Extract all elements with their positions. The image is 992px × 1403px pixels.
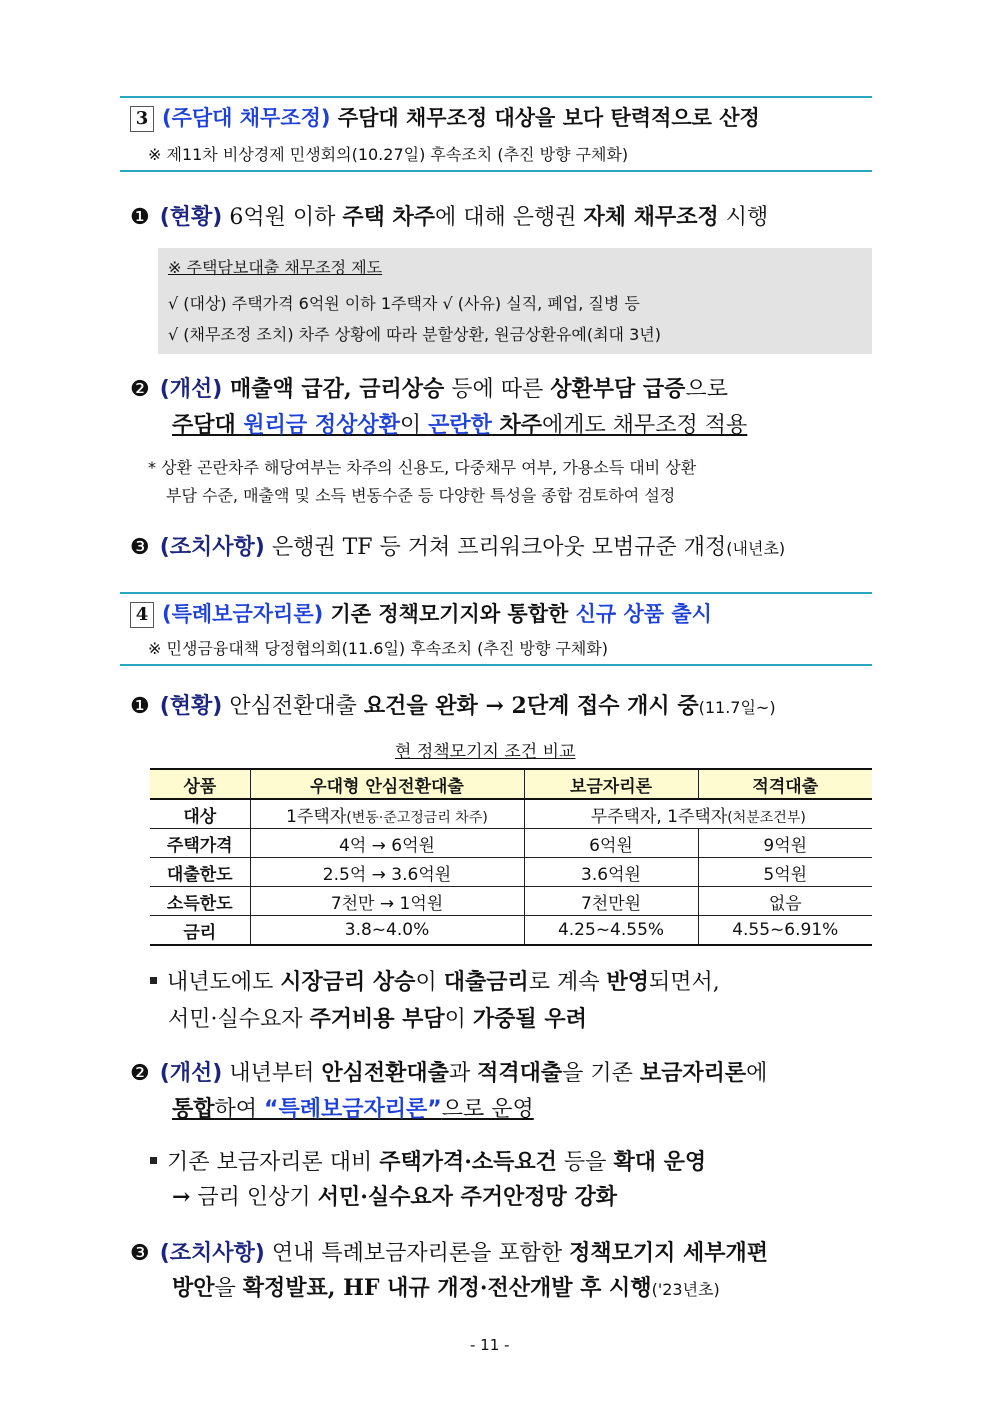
table-cell: 6억원 [524,829,698,858]
section-3-title: 3 (주담대 채무조정) 주담대 채무조정 대상을 보다 탄력적으로 산정 [130,102,760,132]
section-4-note: ※ 민생금융대책 당정협의회(11.6일) 후속조치 (추진 방향 구체화) [148,639,609,658]
table-cell: 7천만 → 1억원 [250,887,524,916]
section-4-title: 4 (특례보금자리론) 기존 정책모기지와 통합한 신규 상품 출시 [130,598,712,628]
table-caption: 현 정책모기지 조건 비교 [395,742,576,762]
table-cell: 1주택자(변동·준고정금리 차주) [250,799,524,829]
mortgage-comparison-table [150,768,872,946]
s3-bullet-2: ❷ (개선) 매출액 급감, 금리상승 등에 따른 상환부담 급증으로 [130,376,728,402]
table-row [150,829,872,858]
s4-sub-bullet-2-line2: → 금리 인상기 서민·실수요자 주거안정망 강화 [172,1184,617,1210]
info-box-line: √ (대상) 주택가격 6억원 이하 1주택자 √ (사유) 실직, 폐업, 질병 등 [168,294,640,313]
table-cell: 없음 [698,887,872,916]
s4-sub-bullet-2: 기존 보금자리론 대비 주택가격·소득요건 등을 확대 운영 [150,1145,706,1176]
table-header: 적격대출 [698,769,872,799]
table-header: 보금자리론 [524,769,698,799]
table-row [150,916,872,946]
page-number: - 11 - [470,1336,510,1354]
info-box-title: ※ 주택담보대출 채무조정 제도 [168,258,383,277]
s4-sub-bullet-1-line2: 서민·실수요자 주거비용 부담이 가중될 우려 [168,1006,587,1032]
section-3-note: ※ 제11차 비상경제 민생회의(10.27일) 후속조치 (추진 방향 구체화) [148,145,629,164]
s4-bullet-2: ❷ (개선) 내년부터 안심전환대출과 적격대출을 기존 보금자리론에 [130,1060,768,1086]
bullet-number-icon: ❶ [130,205,150,230]
square-bullet-icon [150,977,157,984]
s3-bullet-3: ❸ (조치사항) 은행권 TF 등 거쳐 프리워크아웃 모범규준 개정(내년초) [130,535,786,560]
bullet-number-icon: ❷ [130,1061,150,1086]
s4-sub-bullet-1: 내년도에도 시장금리 상승이 대출금리로 계속 반영되면서, [150,965,720,996]
square-bullet-icon [150,1157,157,1164]
table-cell: 4.25~4.55% [524,916,698,946]
table-cell: 2.5억 → 3.6억원 [250,858,524,887]
table-header: 상품 [150,769,250,799]
s4-bullet-1: ❶ (현황) 안심전환대출 요건을 완화 → 2단계 접수 개시 중(11.7일~) [130,693,776,719]
table-row [150,858,872,887]
arrow-icon: → [172,1184,191,1210]
bullet-number-icon: ❸ [130,535,150,560]
s4-bullet-2-line2: 통합하여 “특례보금자리론”으로 운영 [172,1096,534,1122]
s3-bullet-2-line2: 주담대 원리금 정상상환이 곤란한 차주에게도 채무조정 적용 [172,412,748,438]
section-4-header [120,592,872,666]
info-box-line: √ (채무조정 조치) 차주 상황에 따라 분할상환, 원금상환유예(최대 3년) [168,325,661,344]
table-cell: 4.55~6.91% [698,916,872,946]
row-label: 주택가격 [150,829,250,858]
s3-bullet-1: ❶ (현황) 6억원 이하 주택 차주에 대해 은행권 자체 채무조정 시행 [130,204,769,230]
table-cell: 9억원 [698,829,872,858]
table-cell: 무주택자, 1주택자(처분조건부) [524,799,872,829]
section-number-box: 3 [130,106,154,132]
row-label: 대상 [150,799,250,829]
table-cell: 5억원 [698,858,872,887]
mortgage-adjustment-info-box [158,248,872,354]
section-number-box: 4 [130,602,154,628]
section-3-header [120,96,872,172]
s3-footnote: * 상환 곤란차주 해당여부는 차주의 신용도, 다중채무 여부, 가용소득 대비 상환 [148,458,697,477]
table-cell: 3.8~4.0% [250,916,524,946]
table-cell: 3.6억원 [524,858,698,887]
table-cell: 7천만원 [524,887,698,916]
s3-footnote-line2: 부담 수준, 매출액 및 소득 변동수준 등 다양한 특성을 종합 검토하여 설정 [166,486,676,505]
table-cell: 4억 → 6억원 [250,829,524,858]
row-label: 금리 [150,916,250,946]
row-label: 대출한도 [150,858,250,887]
bullet-number-icon: ❸ [130,1241,150,1266]
row-label: 소득한도 [150,887,250,916]
s4-bullet-3: ❸ (조치사항) 연내 특례보금자리론을 포함한 정책모기지 세부개편 [130,1240,769,1266]
table-header: 우대형 안심전환대출 [250,769,524,799]
s4-bullet-3-line2: 방안을 확정발표, HF 내규 개정·전산개발 후 시행('23년초) [172,1275,720,1301]
table-row [150,887,872,916]
bullet-number-icon: ❶ [130,694,150,719]
table-header-row [150,769,872,799]
bullet-number-icon: ❷ [130,377,150,402]
table-row [150,799,872,829]
